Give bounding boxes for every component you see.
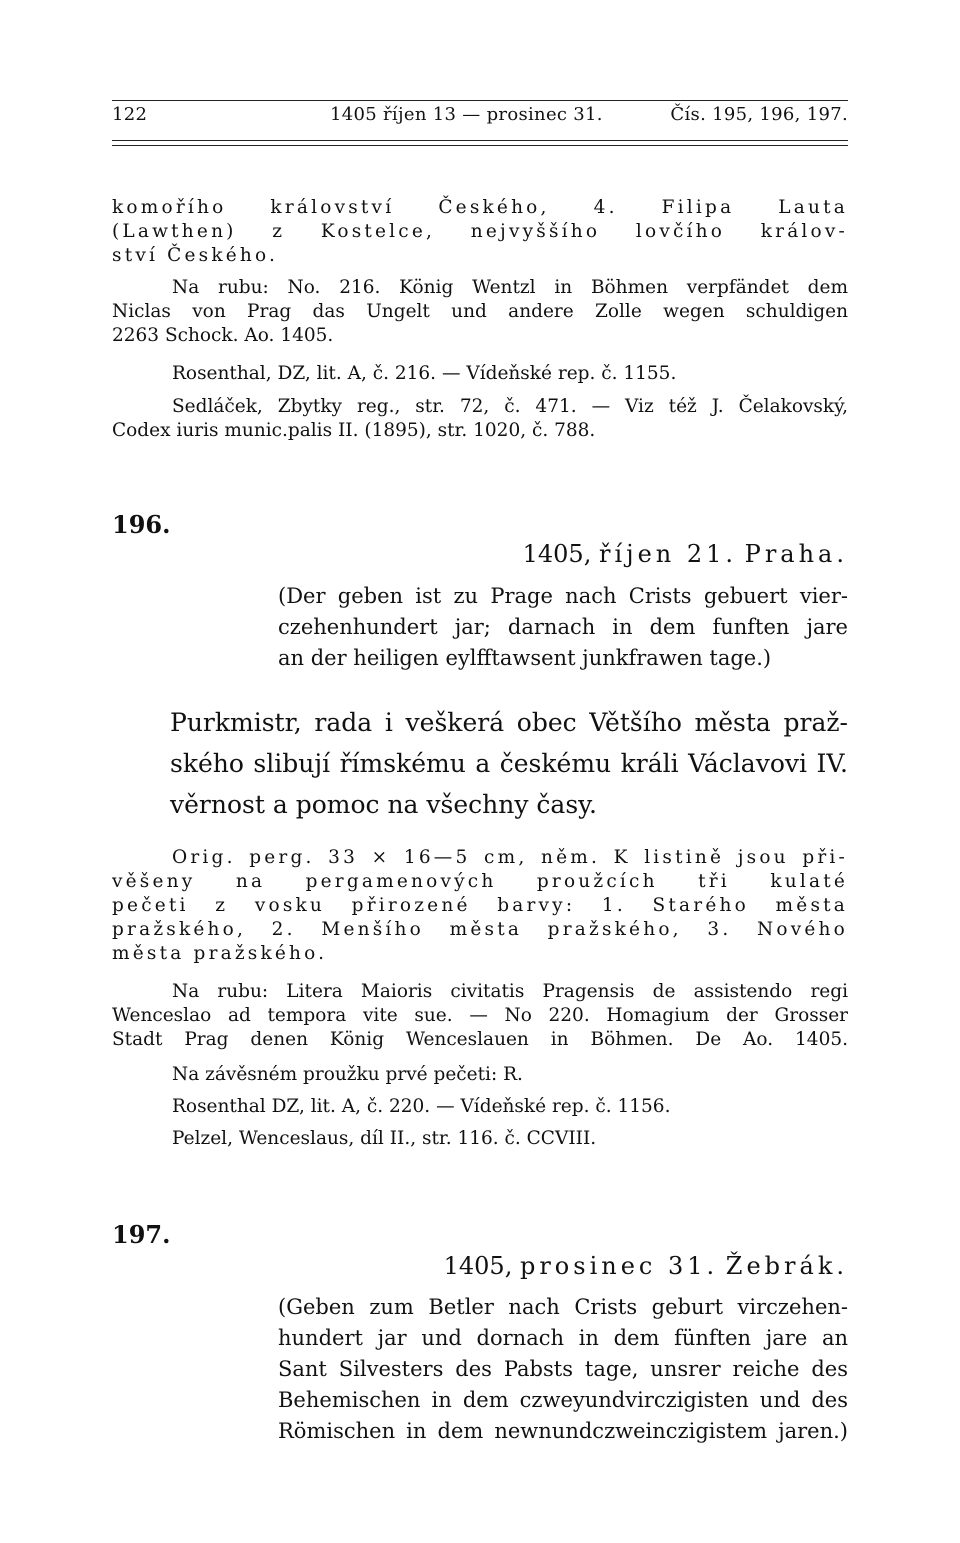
header-rule-top (112, 100, 848, 101)
header-document-numbers: Čís. 195, 196, 197. (670, 104, 848, 125)
header-rule-double-2 (112, 145, 848, 146)
entry-195-reference-1 (112, 362, 848, 386)
entry-196-dateline (523, 540, 848, 568)
header-date-range: 1405 říjen 13 — prosinec 31. (330, 104, 603, 125)
text-line: komořího království Českého, 4. Filipa Lauta (112, 197, 848, 218)
text-line: pražského, 2. Menšího města pražského, 3. Nového (112, 919, 848, 940)
entry-196-reference-2 (112, 1127, 848, 1151)
text-line: Rosenthal DZ, lit. A, č. 220. — Vídeňské rep. č. 1156. (172, 1096, 671, 1117)
entry-197-number: 197. (112, 1220, 171, 1249)
entry-195-dorse-note (112, 276, 848, 348)
entry-196-description (112, 846, 848, 966)
text-line: Na rubu: Litera Maioris civitatis Pragensis de assistendo regi (172, 981, 848, 1002)
entry-196-regest (170, 702, 848, 825)
entry-197-place: Žebrák. (725, 1252, 848, 1280)
page-number: 122 (112, 104, 148, 125)
entry-195-reference-2 (112, 395, 848, 443)
entry-197-year: 1405, (443, 1252, 513, 1280)
entry-196-place: Praha. (744, 540, 848, 568)
entry-197-dating-quote (278, 1292, 848, 1447)
text-line: Na rubu: No. 216. König Wentzl in Böhmen verpfändet dem (172, 277, 848, 298)
text-line: Purkmistr, rada i veškerá obec Většího města praž- (170, 708, 848, 737)
text-line: Codex iuris munic.palis II. (1895), str. 1020, č. 788. (112, 420, 596, 441)
text-line: Sedláček, Zbytky reg., str. 72, č. 471. — Viz též J. Čelakovský, (172, 396, 848, 417)
text-line: (Der geben ist zu Prage nach Crists gebuert vier- (278, 584, 848, 608)
text-line: Stadt Prag denen König Wenceslauen in Böhmen. De Ao. 1405. (112, 1029, 848, 1050)
text-line: Niclas von Prag das Ungelt und andere Zolle wegen schuldigen (112, 301, 848, 322)
text-line: Orig. perg. 33 × 16—5 cm, něm. K listině jsou při- (172, 847, 848, 868)
text-line: Römischen in dem newnundczweinczigistem jaren.) (278, 1419, 848, 1443)
entry-195-tail (112, 196, 848, 268)
entry-197-date: prosinec 31. (519, 1252, 719, 1280)
entry-196-year: 1405, (522, 540, 592, 568)
text-line: Sant Silvesters des Pabsts tage, unsrer reiche des (278, 1357, 848, 1381)
entry-197-dateline (444, 1252, 848, 1280)
entry-196-reference-1 (112, 1095, 848, 1119)
text-line: věrnost a pomoc na všechny časy. (170, 790, 597, 819)
header-rule-double-1 (112, 140, 848, 141)
text-line: an der heiligen eylfftawsent junkfrawen tage.) (278, 646, 772, 670)
text-line: hundert jar und dornach in dem fünften jare an (278, 1326, 848, 1350)
text-line: 2263 Schock. Ao. 1405. (112, 325, 334, 346)
text-line: Pelzel, Wenceslaus, díl II., str. 116. č. CCVIII. (172, 1128, 597, 1149)
entry-196-date: říjen 21. (598, 540, 738, 568)
text-line: ství Českého. (112, 245, 279, 266)
entry-196-dorse-note (112, 980, 848, 1052)
text-line: pečeti z vosku přirozené barvy: 1. Starého města (112, 895, 848, 916)
text-line: Rosenthal, DZ, lit. A, č. 216. — Vídeňské rep. č. 1155. (172, 363, 677, 384)
running-header (112, 104, 848, 134)
text-line: (Geben zum Betler nach Crists geburt virczehen- (278, 1295, 848, 1319)
text-line: (Lawthen) z Kostelce, nejvyššího lovčího králov- (112, 221, 848, 242)
text-line: města pražského. (112, 943, 328, 964)
text-line: Behemischen in dem czweyundvirczigisten und des (278, 1388, 848, 1412)
text-line: Na závěsném proužku prvé pečeti: R. (172, 1064, 523, 1085)
text-line: czehenhundert jar; darnach in dem funften jare (278, 615, 848, 639)
entry-196-number: 196. (112, 510, 171, 539)
text-line: věšeny na pergamenových proužcích tři kulaté (112, 871, 848, 892)
entry-196-seal-note (112, 1063, 848, 1087)
entry-196-dating-quote (278, 581, 848, 674)
text-line: ského slibují římskému a českému králi Václavovi IV. (170, 749, 848, 778)
text-line: Wenceslao ad tempora vite sue. — No 220. Homagium der Grosser (112, 1005, 848, 1026)
